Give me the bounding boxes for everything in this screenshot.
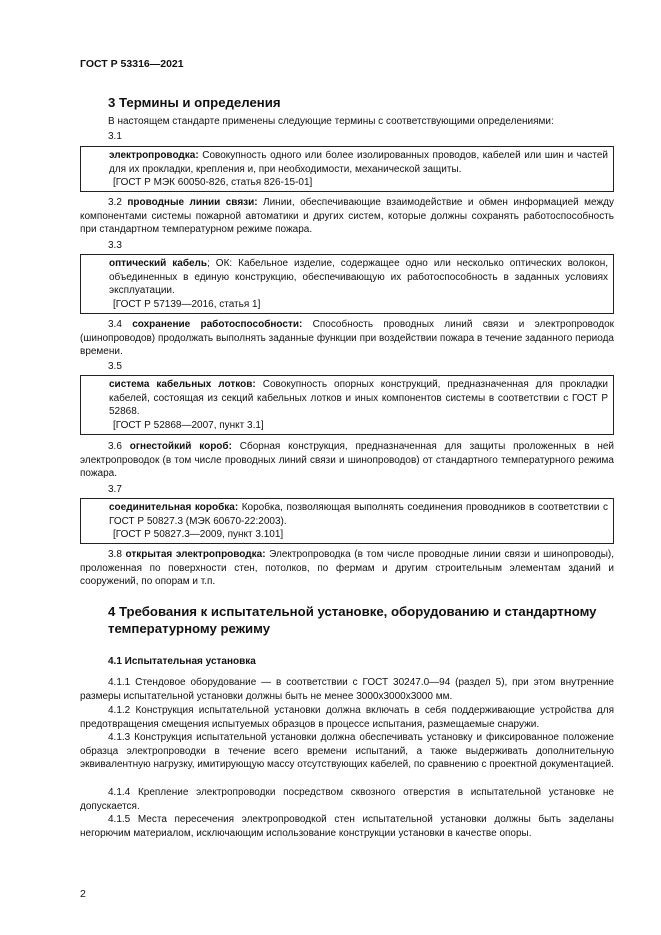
term-box-3-1 <box>80 146 614 192</box>
number-3-8: 3.8 <box>108 549 126 560</box>
section-3-title: 3 Термины и определения <box>108 95 281 110</box>
definition-3-7: Коробка, позволяющая выполнять соединения проводников в соответствии с ГОСТ Р 50827.3 (МЭК 60670-22:2003). <box>109 502 608 527</box>
paragraph-4-1-5 <box>80 813 614 840</box>
paragraph-4-1-4 <box>80 786 614 813</box>
section-4-title <box>108 603 597 637</box>
term-number-3-1: 3.1 <box>108 131 122 142</box>
term-box-3-5 <box>80 375 614 435</box>
term-box-3-7 <box>80 498 614 544</box>
definition-3-4: Способность проводных линий связи и электропроводок (шинопроводов) продолжать выполнять заданные функции при воздействии пожара в течение заданного периода времени. <box>80 319 614 358</box>
term-paragraph-3-2 <box>80 196 614 237</box>
text-4-1-3: 4.1.3 Конструкция испытательной установки должна обеспечивать установку и фиксированное положение образца электропроводки в течение всего времени испытаний, а также выдерживать дополнительную эквивалентную нагрузку, имитирующую массу отсутствующих кабелей, по сравнению с проектной документацией. <box>80 732 614 771</box>
section-4-title-line-2: температурному режиму <box>108 621 271 636</box>
text-4-1-5: 4.1.5 Места пересечения электропроводкой стен испытательной установки должны быть заделаны негорючим материалом, исключающим использование конструкции установки в качестве опоры. <box>80 814 614 839</box>
paragraph-4-1-3 <box>80 731 614 772</box>
source-3-5: [ГОСТ Р 52868—2007, пункт 3.1] <box>113 419 264 431</box>
document-header: ГОСТ Р 53316—2021 <box>80 58 184 70</box>
source-3-1: [ГОСТ Р МЭК 60050-826, статья 826-15-01] <box>113 177 313 189</box>
definition-3-1: Совокупность одного или более изолированных проводов, кабелей или шин и частей для их прокладки, крепления и, при необходимости, механической защиты. <box>109 150 608 175</box>
term-3-5: система кабельных лотков: <box>109 379 256 390</box>
number-3-6: 3.6 <box>108 441 130 452</box>
text-4-1-1: 4.1.1 Стендовое оборудование — в соответствии с ГОСТ 30247.0—94 (раздел 5), при этом внутренние размеры испытательной установки должны быть не менее 3000x3000x3000 мм. <box>80 677 614 702</box>
text-4-1-4: 4.1.4 Крепление электропроводки посредством сквозного отверстия в испытательной установке не допускается. <box>80 787 614 812</box>
term-number-3-5: 3.5 <box>108 361 122 372</box>
term-paragraph-3-8 <box>80 548 614 589</box>
definition-3-3: ; ОК: Кабельное изделие, содержащее одно или несколько оптических волокон, объединенных в единую конструкцию, обеспечивающую их работоспособность в заданных условиях эксплуатации. <box>109 258 608 297</box>
term-box-3-3 <box>80 254 614 314</box>
number-3-2: 3.2 <box>108 197 128 208</box>
paragraph-4-1-1 <box>80 676 614 703</box>
intro-text: В настоящем стандарте применены следующие термины с соответствующими определениями: <box>108 116 554 127</box>
term-3-4: сохранение работоспособности: <box>132 319 303 330</box>
term-3-1: электропроводка: <box>109 150 199 161</box>
source-3-3: [ГОСТ Р 57139—2016, статья 1] <box>113 298 261 310</box>
term-3-3: оптический кабель <box>109 258 208 269</box>
definition-3-5: Совокупность опорных конструкций, предназначенная для прокладки кабелей, состоящая из секций кабельных лотков и иных компонентов системы в соответствии с ГОСТ Р 52868. <box>109 379 608 418</box>
term-number-3-3: 3.3 <box>108 240 122 251</box>
source-3-7: [ГОСТ Р 50827.3—2009, пункт 3.101] <box>113 529 284 541</box>
text-4-1-2: 4.1.2 Конструкция испытательной установки должна включать в себя поддерживающие устройства для предотвращения смещения испытуемых образцов в процессе испытания, размещаемые снаружи. <box>80 705 614 730</box>
page-number: 2 <box>80 888 86 900</box>
term-3-8: открытая электропроводка: <box>125 549 266 560</box>
paragraph-4-1-2 <box>80 704 614 731</box>
term-paragraph-3-4 <box>80 318 614 359</box>
number-3-4: 3.4 <box>108 319 133 330</box>
definition-3-8: Электропроводка (в том числе проводные линии связи и шинопроводы), проложенная по поверхности стен, потолков, по фермам и другим строительным элементам зданий и сооружений, по опорам и т.п. <box>80 549 614 588</box>
definition-3-2: Линии, обеспечивающие взаимодействие и обмен информацией между компонентами системы пожарной автоматики и других систем, которые должны сохранять работоспособность при стандартном температурном режиме пожара. <box>80 197 614 236</box>
definition-3-6: Сборная конструкция, предназначенная для защиты проложенных в ней электропроводок (в том числе проводных линий связи и шинопроводов) от стандартного температурного режима пожара. <box>80 441 615 480</box>
term-3-2: проводные линии связи: <box>127 197 258 208</box>
term-3-7: соединительная коробка: <box>109 502 239 513</box>
subsection-4-1-title: 4.1 Испытательная установка <box>108 656 256 667</box>
term-number-3-7: 3.7 <box>108 484 122 495</box>
term-3-6: огнестойкий короб: <box>129 441 232 452</box>
term-paragraph-3-6 <box>80 440 614 481</box>
section-4-title-line-1: 4 Требования к испытательной установке, оборудованию и стандартному <box>108 604 597 619</box>
